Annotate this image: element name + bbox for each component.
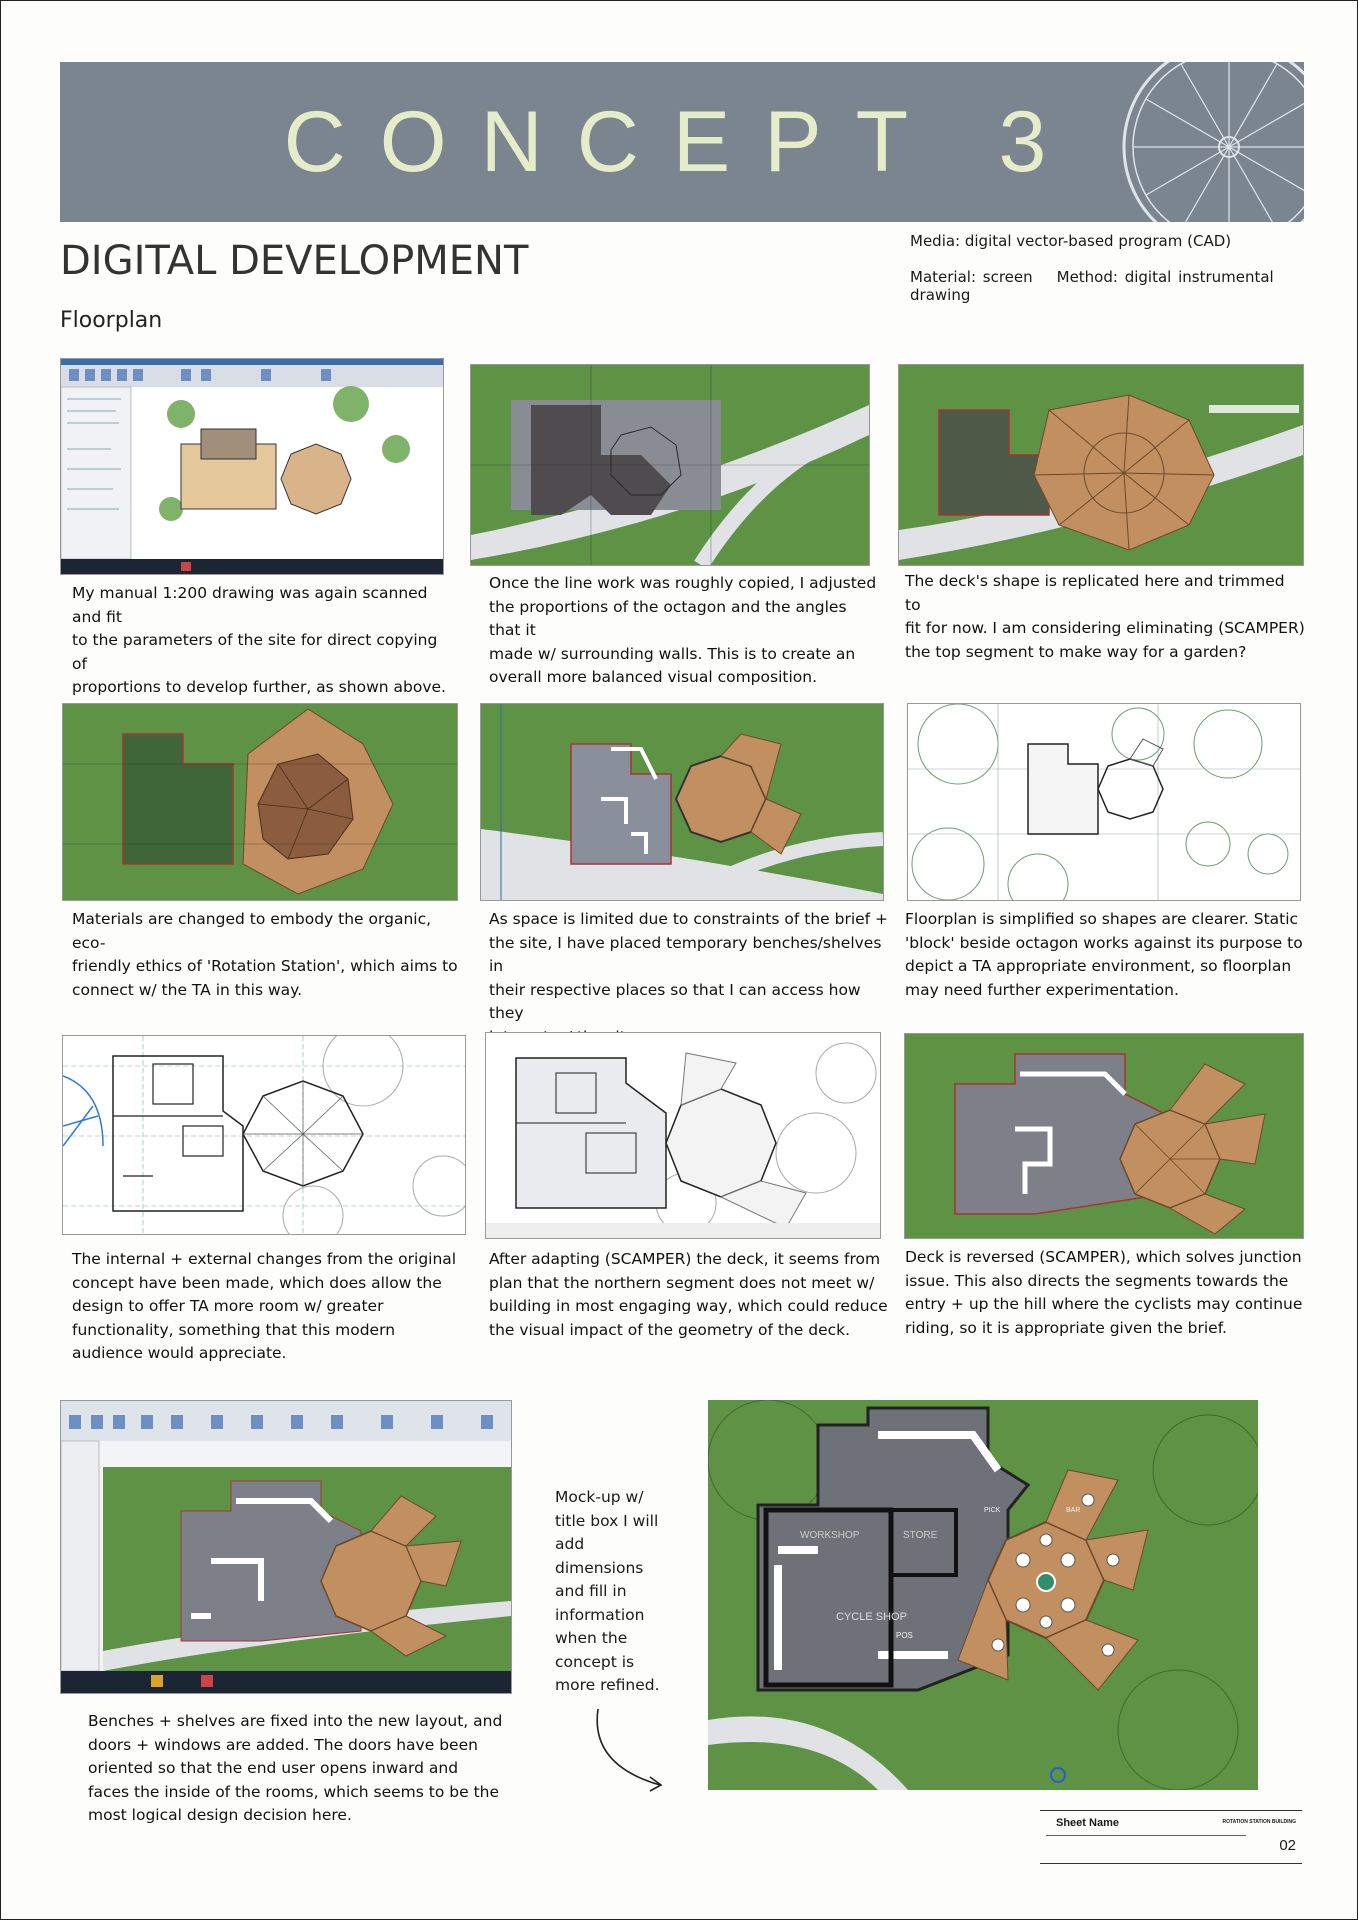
panel-cad-screenshot-2	[60, 1400, 512, 1694]
caption-10	[88, 1710, 508, 1828]
caption-1-line-3: proportions to develop further, as shown above.	[72, 678, 446, 696]
caption-3	[905, 570, 1305, 664]
caption-7-line-2: concept have been made, which does allow the	[72, 1273, 442, 1292]
caption-2-line-1: Once the line work was roughly copied, I adjusted	[489, 574, 877, 592]
caption-2-line-4: overall more balanced visual composition.	[489, 668, 818, 686]
mockup-note-line-1: Mock-up w/	[555, 1488, 644, 1506]
caption-4-line-1: Materials are changed to embody the organic, eco-	[72, 910, 432, 952]
caption-10-line-5: most logical design decision here.	[88, 1806, 352, 1824]
title-block-divider	[1046, 1835, 1246, 1836]
media-note: Media: digital vector-based program (CAD)	[910, 232, 1232, 250]
mockup-note-line-7: when the	[555, 1629, 628, 1647]
caption-8	[489, 1248, 889, 1342]
bicycle-wheel-graphic	[1114, 62, 1304, 222]
mockup-note-line-6: information	[555, 1605, 645, 1624]
panel-plan-3	[898, 364, 1304, 566]
caption-7-line-5: audience would appreciate.	[72, 1344, 287, 1362]
caption-4-line-2: friendly ethics of 'Rotation Station', which aims to	[72, 957, 458, 975]
caption-3-line-2: fit for now. I am considering eliminating (SCAMPER)	[905, 619, 1305, 637]
panel-plan-6	[907, 703, 1301, 901]
caption-9-line-4: riding, so it is appropriate given the brief.	[905, 1318, 1227, 1337]
caption-6	[905, 908, 1305, 1002]
title-block-project: ROTATION STATION BUILDING	[1222, 1819, 1296, 1825]
label-cycle-shop: CYCLE SHOP	[836, 1611, 907, 1623]
caption-5-line-3: their respective places so that I can access how they	[489, 980, 861, 1022]
title-banner	[60, 62, 1304, 222]
caption-4-line-3: connect w/ the TA in this way.	[72, 980, 303, 999]
panel-plan-4	[62, 703, 458, 901]
label-bar: BAR	[1066, 1507, 1081, 1514]
caption-6-line-3: depict a TA appropriate environment, so floorplan	[905, 957, 1292, 975]
caption-2-line-3: made w/ surrounding walls. This is to create an	[489, 644, 856, 663]
panel-final-mockup	[708, 1400, 1258, 1790]
caption-5-line-2: the site, I have placed temporary benches/shelves in	[489, 933, 882, 975]
caption-9-line-2: issue. This also directs the segments towards the	[905, 1271, 1289, 1290]
banner-title: CONCEPT 3	[283, 94, 1081, 190]
caption-9-line-3: entry + up the hill where the cyclists may continue	[905, 1295, 1303, 1313]
caption-7-line-1: The internal + external changes from the original	[72, 1250, 457, 1268]
title-block-sheet-number: 02	[1279, 1837, 1296, 1854]
caption-6-line-1: Floorplan is simplified so shapes are clearer. Static	[905, 910, 1299, 928]
label-store: STORE	[903, 1530, 938, 1541]
mockup-note-line-8: concept is	[555, 1652, 635, 1671]
caption-10-line-1: Benches + shelves are fixed into the new layout, and	[88, 1712, 503, 1730]
caption-10-line-4: faces the inside of the rooms, which seems to be the	[88, 1782, 500, 1801]
caption-4	[72, 908, 462, 1002]
page-heading: DIGITAL DEVELOPMENT	[60, 238, 529, 284]
caption-2-line-2: the proportions of the octagon and the angles that it	[489, 597, 847, 639]
curved-arrow-icon	[590, 1705, 670, 1795]
mockup-note-line-4: dimensions	[555, 1558, 644, 1577]
caption-1	[72, 582, 452, 700]
mockup-note-line-5: and fill in	[555, 1582, 627, 1600]
caption-1-line-2: to the parameters of the site for direct copying of	[72, 631, 438, 673]
label-pick: PICK	[984, 1507, 1001, 1514]
caption-9-line-1: Deck is reversed (SCAMPER), which solves junction	[905, 1248, 1302, 1266]
caption-5-line-1: As space is limited due to constraints of the brief +	[489, 910, 889, 928]
caption-7-line-3: design to offer TA more room w/ greater	[72, 1297, 384, 1315]
caption-3-line-3: the top segment to make way for a garden?	[905, 642, 1247, 661]
caption-3-line-1: The deck's shape is replicated here and trimmed to	[905, 572, 1285, 614]
panel-cad-screenshot-1	[60, 358, 444, 575]
panel-plan-2	[470, 364, 870, 566]
caption-6-line-2: 'block' beside octagon works against its purpose to	[905, 933, 1303, 952]
material-method-note	[910, 268, 1358, 304]
caption-5	[489, 908, 889, 1049]
mockup-note-line-2: title box I will	[555, 1511, 659, 1530]
caption-8-line-3: building in most engaging way, which could reduce	[489, 1297, 888, 1315]
label-pos: POS	[896, 1631, 913, 1640]
mockup-note-line-3: add	[555, 1535, 585, 1553]
panel-plan-8	[485, 1032, 881, 1239]
caption-2	[489, 572, 879, 690]
caption-6-line-4: may need further experimentation.	[905, 980, 1179, 999]
mockup-note	[555, 1486, 665, 1698]
caption-8-line-2: plan that the northern segment does not meet w/	[489, 1273, 875, 1292]
caption-10-line-2: doors + windows are added. The doors have been	[88, 1735, 478, 1754]
title-block	[1040, 1810, 1302, 1864]
caption-7	[72, 1248, 462, 1366]
caption-8-line-4: the visual impact of the geometry of the deck.	[489, 1320, 851, 1339]
caption-8-line-1: After adapting (SCAMPER) the deck, it seems from	[489, 1250, 881, 1268]
caption-10-line-3: oriented so that the end user opens inward and	[88, 1759, 459, 1777]
mockup-note-line-9: more refined.	[555, 1676, 660, 1694]
caption-7-line-4: functionality, something that this modern	[72, 1320, 396, 1339]
label-workshop: WORKSHOP	[800, 1530, 860, 1541]
material-note: Material: screen	[910, 268, 1033, 286]
caption-9	[905, 1246, 1305, 1340]
caption-1-line-1: My manual 1:200 drawing was again scanned and fit	[72, 584, 428, 626]
panel-plan-5	[480, 703, 884, 901]
panel-plan-9	[904, 1033, 1304, 1239]
panel-plan-7	[62, 1035, 466, 1235]
title-block-label: Sheet Name	[1056, 1817, 1119, 1829]
section-subheading: Floorplan	[60, 308, 163, 333]
method-note: Method: digital instrumental drawing	[910, 268, 1274, 304]
